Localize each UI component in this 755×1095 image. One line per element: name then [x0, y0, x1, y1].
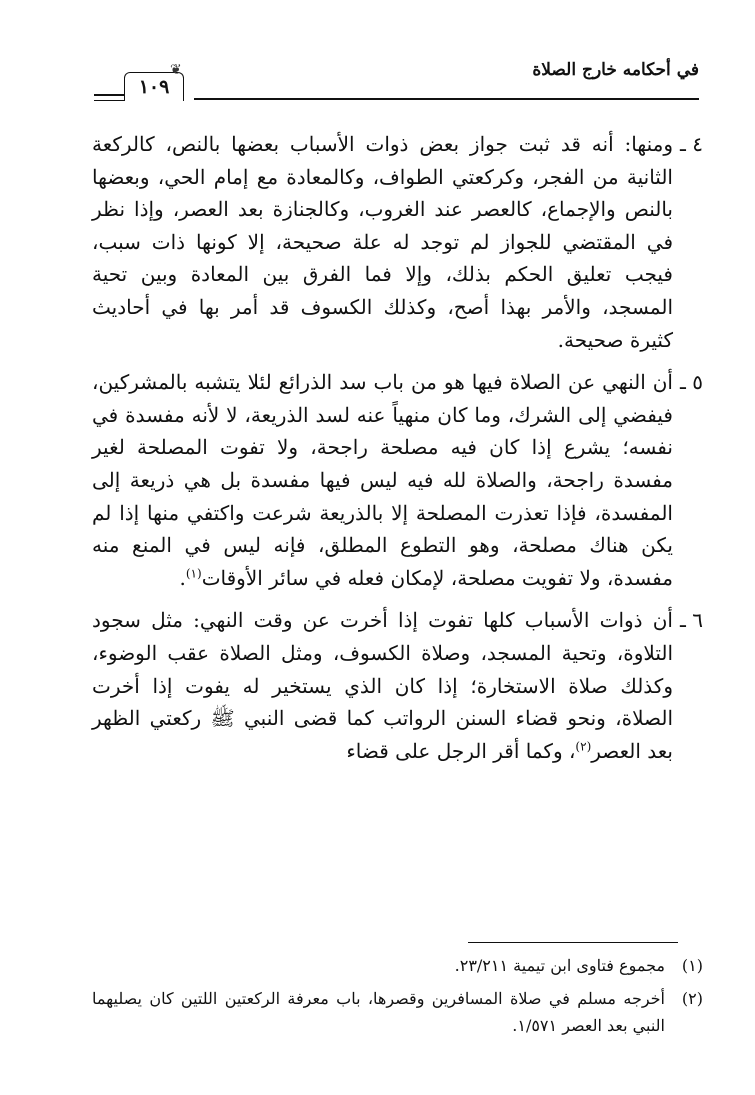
footnote-ref[interactable]: (٢)	[575, 739, 592, 754]
page-header	[98, 58, 699, 110]
ornament-icon: ❦	[170, 62, 182, 78]
footnote-text: أخرجه مسلم في صلاة المسافرين وقصرها، باب معرفة الركعتين اللتين كان يصليهما النبي بعد العصر ١/٥٧١.	[92, 989, 665, 1035]
main-text	[92, 128, 703, 777]
footnote	[92, 985, 703, 1039]
item-number: ٤ ـ	[680, 132, 703, 156]
list-item	[92, 128, 703, 356]
page-number: ١٠٩	[124, 72, 184, 101]
item-number: ٦ ـ	[680, 608, 703, 633]
item-number: ٥ ـ	[680, 370, 703, 395]
header-rule	[194, 98, 699, 100]
header-left-rule-thin	[94, 100, 124, 101]
footnotes	[92, 952, 703, 1045]
footnote	[92, 952, 703, 979]
footnote-text: مجموع فتاوى ابن تيمية ٢٣/٢١١.	[454, 956, 665, 975]
item-text: أن ذوات الأسباب كلها تفوت إذا أخرت عن وقت النهي: مثل سجود التلاوة، وتحية المسجد، وصلاة الكسوف، ومثل الصلاة عقب الوضوء، وكذلك صلاة الاستخارة؛ إذا كان الذي يستخير له يفوت إذا أخرت الصلاة، ونحو قضاء السنن الرواتب كما قضى النبي ﷺ ركعتي الظهر بعد العصر$^{(٢)}$، وكما أقر الرجل على قضاء	[92, 608, 673, 763]
list-item	[92, 366, 703, 594]
item-text: أن النهي عن الصلاة فيها هو من باب سد الذرائع لئلا يتشبه بالمشركين، فيفضي إلى الشرك، وما كان منهياً عنه لسد الذريعة، لا لأنه مفسدة في نفسه؛ يشرع إذا كان فيه مصلحة راجحة، ولا تفوت المصلحة لغير مفسدة راجحة، والصلاة لله فيه ليس فيها مفسدة بل هي ذريعة إلى المفسدة، فإذا تعذرت المصلحة إلا بالذريعة شرعت واكتفي منها إذا لم يكن هناك مصلحة، وهو التطوع المطلق، فإنه ليس في المنع منه مفسدة، ولا تفويت مصلحة، لإمكان فعله في سائر الأوقات$^{(١)}$.	[92, 370, 673, 590]
footnote-ref[interactable]: (١)	[185, 566, 202, 581]
item-text: ومنها: أنه قد ثبت جواز بعض ذوات الأسباب بعضها بالنص، كالركعة الثانية من الفجر، وكركعتي الطواف، وكالمعادة مع إمام الحي، وبعضها بالنص والإجماع، كالعصر عند الغروب، وكالجنازة بعد العصر، وإذا نظر في المقتضي للجواز لم توجد له علة صحيحة، إلا كونها ذات سبب، فيجب تعليق الحكم بذلك، وإلا فما الفرق بين المعادة وبين تحية المسجد، والأمر بهذا أصح، وكذلك الكسوف قد أمر بها في أحاديث كثيرة صحيحة.	[92, 132, 673, 352]
chapter-title: في أحكامه خارج الصلاة	[532, 60, 699, 80]
footnote-number: (٢)	[681, 989, 703, 1008]
footnote-separator	[468, 942, 678, 943]
header-left-rule	[94, 94, 124, 96]
footnote-number: (١)	[681, 956, 703, 975]
list-item	[92, 604, 703, 767]
